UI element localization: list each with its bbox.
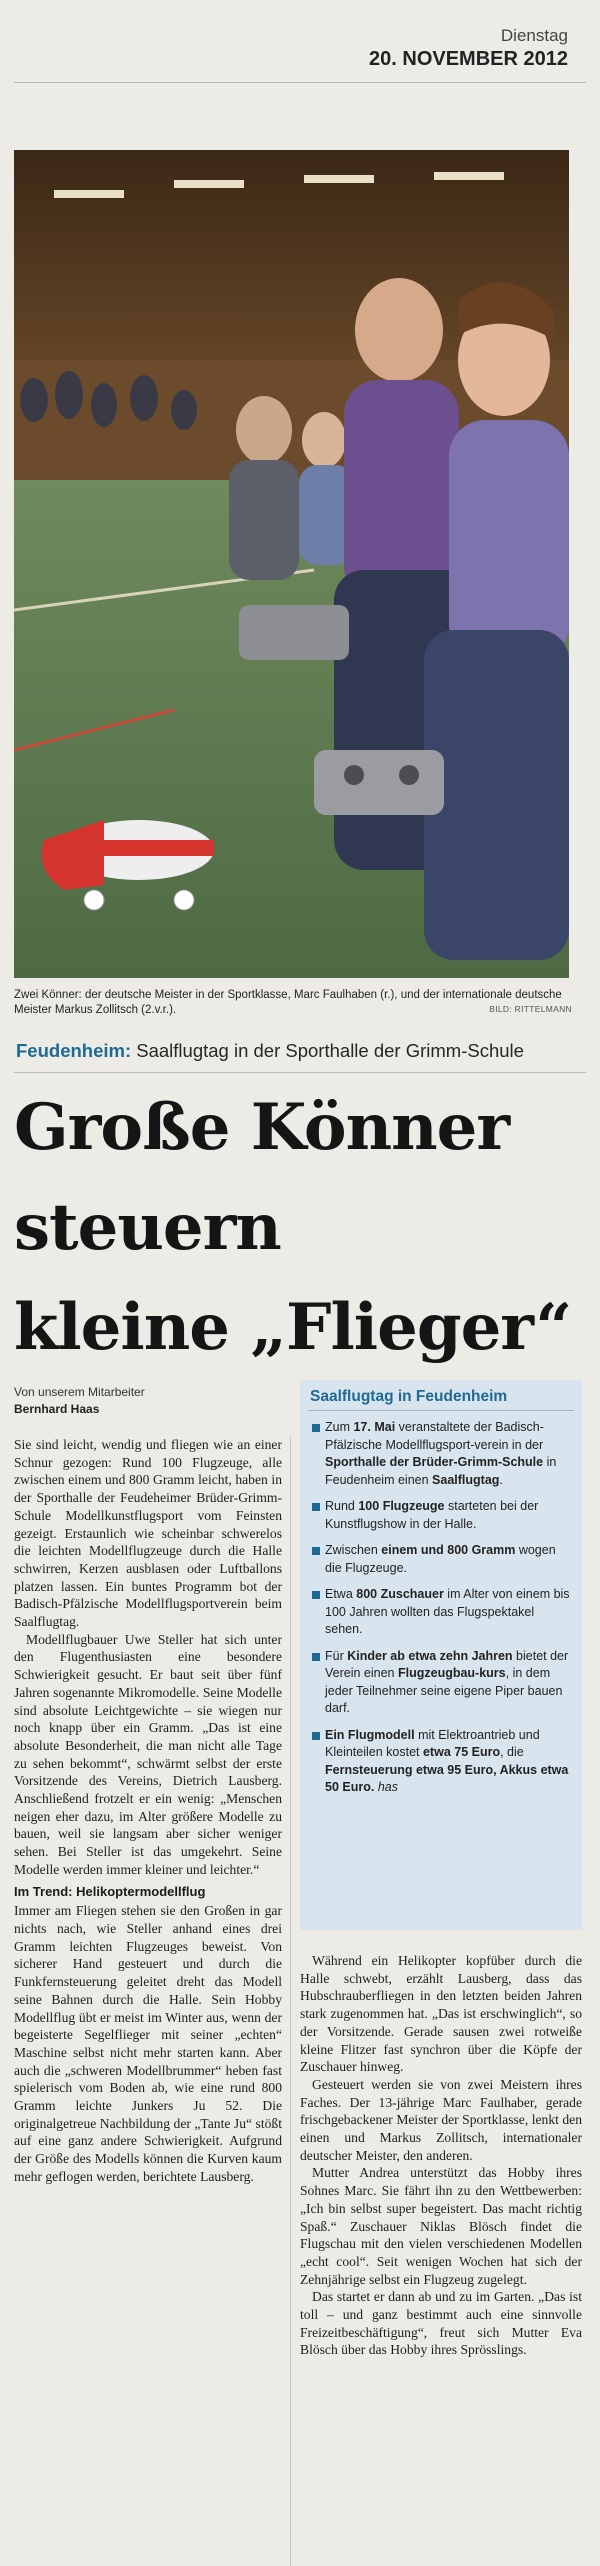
headline-line-3: kleine „Flieger“ xyxy=(14,1290,572,1365)
info-box-list xyxy=(300,1411,582,1797)
article-photo xyxy=(14,150,569,978)
info-box-title: Saalflugtag in Feudenheim xyxy=(308,1380,574,1411)
byline-prefix: Von unserem Mitarbeiter xyxy=(14,1385,145,1399)
article-paragraph: Sie sind leicht, wendig und fliegen wie an einer Schnur gezogen: Rund 100 Flugzeuge, alle zwischen einem und 800 Gramm leicht, haben in der Sporthalle der Feudeheimer Brüder-Grimm-Schule Modellkunstflugsport vom Feinsten gezeigt. Erstaunlich wie scheinbar schwerelos die leichten Modellflugzeuge durch die Halle schwirren, Kerzen ausblasen oder Luftballons platzen lassen. Ein buntes Programm bot der Badisch-Pfälzische Modellflugsportverein beim Saalflugtag. xyxy=(14,1437,282,1630)
issue-full-date: 20. NOVEMBER 2012 xyxy=(369,48,568,70)
info-box-item: Für Kinder ab etwa zehn Jahren bietet der Verein einen Flugzeugbau-kurs, in dem jeder Teilnehmer seine eigene Piper bauen darf. xyxy=(312,1648,572,1718)
byline xyxy=(14,1384,145,1418)
article-paragraph: Modellflugbauer Uwe Steller hat sich unter den Flugenthusiasten eine besondere Schwierigkeit gesucht. Er baut seit über fünf Jahren sogenannte Mikromodelle. Seine Modelle sind absolute Leichtgewichte – sie wiegen nur noch knapp über ein Gramm. „Das ist eine absolute Besonderheit, die man nicht alle Tage zu sehen bekommt“, schwärmt selbst der erste Vorsitzende des Vereins, Dietrich Lausberg. Anschließend frotzelt er ein wenig: „Menschen neigen eher dazu, im Alter größere Modelle zu bauen, weil sie langsam aber sicher weniger sehen. Bei Steller ist das umgekehrt. Seine Modelle werden immer kleiner und leichter.“ xyxy=(14,1631,282,1877)
article-paragraph: Das startet er dann ab und zu im Garten. „Das ist toll – und ganz bestimmt auch eine sinnvolle Freizeitbeschäftigung“, freut sich Mutter Eva Blösch über das Hobby ihres Sprösslings. xyxy=(300,2289,582,2358)
headline-line-2: steuern xyxy=(14,1190,281,1265)
headline-rule xyxy=(14,1072,586,1073)
article-subheading: Im Trend: Helikoptermodellflug xyxy=(14,1883,206,1899)
info-box-item: Etwa 800 Zuschauer im Alter von einem bis 100 Jahren wollten das Flugspektakel sehen. xyxy=(312,1586,572,1639)
info-box xyxy=(300,1380,582,1930)
article-paragraph: Während ein Helikopter kopfüber durch die Halle schwebt, erzählt Lausberg, dass das Hubschrauberfliegen in den letzten beiden Jahren stark zugenommen hat. „Das ist erschwinglich“, so der Vorsitzende. Gerade sausen zwei rotweiße kleine Flitzer fast synchron über die Köpfe der Zuschauer hinweg. xyxy=(300,1953,582,2075)
info-box-item: Zwischen einem und 800 Gramm wogen die Flugzeuge. xyxy=(312,1542,572,1577)
kicker-place: Feudenheim: xyxy=(16,1040,132,1061)
article-paragraph: Gesteuert werden sie von zwei Meistern ihres Faches. Der 13-jährige Marc Faulhaber, gerade frischgebackener Meister der Sportklasse, lenkt den einen und Markus Zollitsch, internationaler deutscher Meister, den anderen. xyxy=(300,2076,582,2163)
top-rule xyxy=(14,82,586,83)
info-box-item: Rund 100 Flugzeuge starteten bei der Kunstflugshow in der Halle. xyxy=(312,1498,572,1533)
article-paragraph: Immer am Fliegen stehen sie den Großen in gar nichts nach, wie Steller anhand eines drei Gramm leichten Flugzeuges beweist. Von sicherer Hand gesteuert und durch die Funkfernsteuerung geleitet dreht das Modell seine Bahnen durch die Halle. Sein Hobby Modellflug übt er meist im Winter aus, wenn der begeisterte Segelflieger mit seiner „echten“ Maschine selbst nicht mehr starten kann. Aber auch die „schweren Modellbrummer“ heben fast spielerisch vom Boden ab, wie eine rund 800 Gramm leichte Junkers Ju 52. Die originalgetreue Nachbildung der „Tante Ju“ stößt auf eine ganz andere Schwierigkeit. Aufgrund der Größe des Modells können die Kurven kaum mehr geflogen werden, berichtete Lausberg. xyxy=(14,1903,282,2184)
article-column-left xyxy=(14,1436,282,2186)
issue-date xyxy=(369,26,568,71)
article-headline xyxy=(14,1078,571,1378)
issue-day: Dienstag xyxy=(500,26,568,45)
photo-credit: BILD: RITTELMANN xyxy=(489,1004,572,1014)
byline-name: Bernhard Haas xyxy=(14,1402,100,1416)
photo-illustration xyxy=(14,150,569,978)
article-column-right xyxy=(300,1952,582,2359)
article-paragraph: Mutter Andrea unterstützt das Hobby ihres Sohnes Marc. Sie fährt ihn zu den Wettbewerben: „Ich bin selbst super begeistert. Das macht richtig Spaß.“ Zuschauer Niklas Blösch findet die Flugschau mit den vielen verschiedenen Modellen „echt cool“. Seit wenigen Wochen hat sich der Zehnjährige selbst ein Flugzeug zugelegt. xyxy=(300,2165,582,2287)
info-box-item: Zum 17. Mai veranstaltete der Badisch-Pfälzische Modellflugsport-verein in der Sporthalle der Brüder-Grimm-Schule in Feudenheim einen Saalflugtag. xyxy=(312,1419,572,1489)
column-rule xyxy=(290,1436,291,2566)
article-kicker xyxy=(16,1040,524,1062)
kicker-topic: Saalflugtag in der Sporthalle der Grimm-Schule xyxy=(131,1040,524,1061)
photo-caption: Zwei Könner: der deutsche Meister in der Sportklasse, Marc Faulhaben (r.), und der internationale deutsche Meister Markus Zollitsch (2.v.r.). xyxy=(14,989,562,1016)
headline-line-1: Große Könner xyxy=(14,1090,510,1165)
info-box-item: Ein Flugmodell mit Elektroantrieb und Kleinteilen kostet etwa 75 Euro, die Fernsteuerung etwa 95 Euro, Akkus etwa 50 Euro. has xyxy=(312,1727,572,1797)
info-box-signature: has xyxy=(377,1780,398,1794)
